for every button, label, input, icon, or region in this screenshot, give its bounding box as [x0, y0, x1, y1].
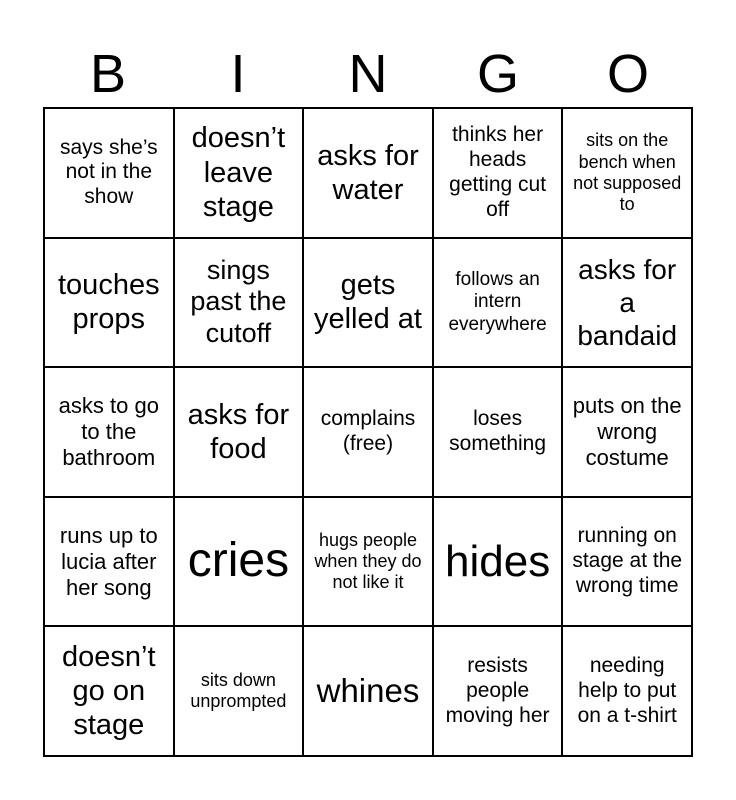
bingo-cell[interactable]: [174, 497, 304, 627]
bingo-cell-text: doesn’t leave stage: [191, 122, 286, 223]
bingo-cell[interactable]: [433, 367, 563, 497]
bingo-cell-text: puts on the wrong costume: [572, 393, 682, 470]
bingo-cell[interactable]: [433, 108, 563, 238]
bingo-cell[interactable]: [44, 238, 174, 368]
bingo-cell-text: asks for water: [317, 139, 419, 206]
bingo-cell-text: asks for food: [187, 398, 290, 465]
bingo-cell-text: hides: [445, 536, 551, 586]
bingo-cell[interactable]: [44, 497, 174, 627]
bingo-cell-text: whines: [316, 671, 420, 709]
header-letter-i: I: [230, 44, 246, 104]
bingo-cell-text: asks to go to the bathroom: [58, 393, 159, 470]
header-letter-n: N: [348, 44, 388, 104]
bingo-cell-text: thinks her heads getting cut off: [449, 123, 547, 221]
bingo-cell-text: sits on the bench when not supposed to: [573, 130, 682, 215]
bingo-cell-text: asks for a bandaid: [577, 253, 678, 351]
header-letter-o: O: [606, 44, 649, 104]
bingo-header: [43, 40, 693, 108]
bingo-cell[interactable]: [562, 108, 692, 238]
bingo-cell[interactable]: [303, 626, 433, 756]
bingo-cell-text: resists people moving her: [445, 654, 550, 727]
bingo-cell[interactable]: [303, 108, 433, 238]
bingo-cell[interactable]: [303, 238, 433, 368]
bingo-cell-text: cries: [187, 534, 290, 588]
header-letter-g: G: [476, 44, 519, 104]
bingo-cell[interactable]: [174, 238, 304, 368]
bingo-cell-text: sings past the cutoff: [190, 254, 287, 349]
bingo-cell[interactable]: [44, 626, 174, 756]
bingo-cell[interactable]: [562, 497, 692, 627]
bingo-cell[interactable]: [562, 367, 692, 497]
bingo-cell[interactable]: [433, 626, 563, 756]
bingo-cell[interactable]: [433, 497, 563, 627]
bingo-cell[interactable]: [44, 367, 174, 497]
bingo-cell-text: complains (free): [320, 407, 416, 455]
bingo-cell[interactable]: [174, 626, 304, 756]
bingo-cell[interactable]: [303, 497, 433, 627]
bingo-cell[interactable]: [44, 108, 174, 238]
bingo-cell-text: touches props: [58, 269, 160, 336]
bingo-grid: [43, 107, 693, 757]
bingo-cell[interactable]: [562, 626, 692, 756]
bingo-cell[interactable]: [562, 238, 692, 368]
bingo-cell-text: says she’s not in the show: [59, 135, 158, 209]
bingo-cell-text: follows an intern everywhere: [448, 268, 547, 335]
bingo-cell-text: hugs people when they do not like it: [314, 529, 422, 593]
header-letter-b: B: [89, 44, 127, 104]
bingo-cell-text: gets yelled at: [313, 269, 422, 336]
bingo-cell-text: loses something: [449, 407, 547, 455]
bingo-cell[interactable]: [174, 367, 304, 497]
bingo-cell[interactable]: [303, 367, 433, 497]
bingo-cell[interactable]: [433, 238, 563, 368]
bingo-cell-text: runs up to lucia after her song: [59, 522, 158, 600]
bingo-cell[interactable]: [174, 108, 304, 238]
bingo-cell-text: doesn’t go on stage: [62, 640, 156, 742]
bingo-cell-text: needing help to put on a t-shirt: [577, 654, 677, 727]
bingo-cell-text: sits down unprompted: [190, 669, 287, 712]
bingo-cell-text: running on stage at the wrong time: [572, 524, 683, 597]
